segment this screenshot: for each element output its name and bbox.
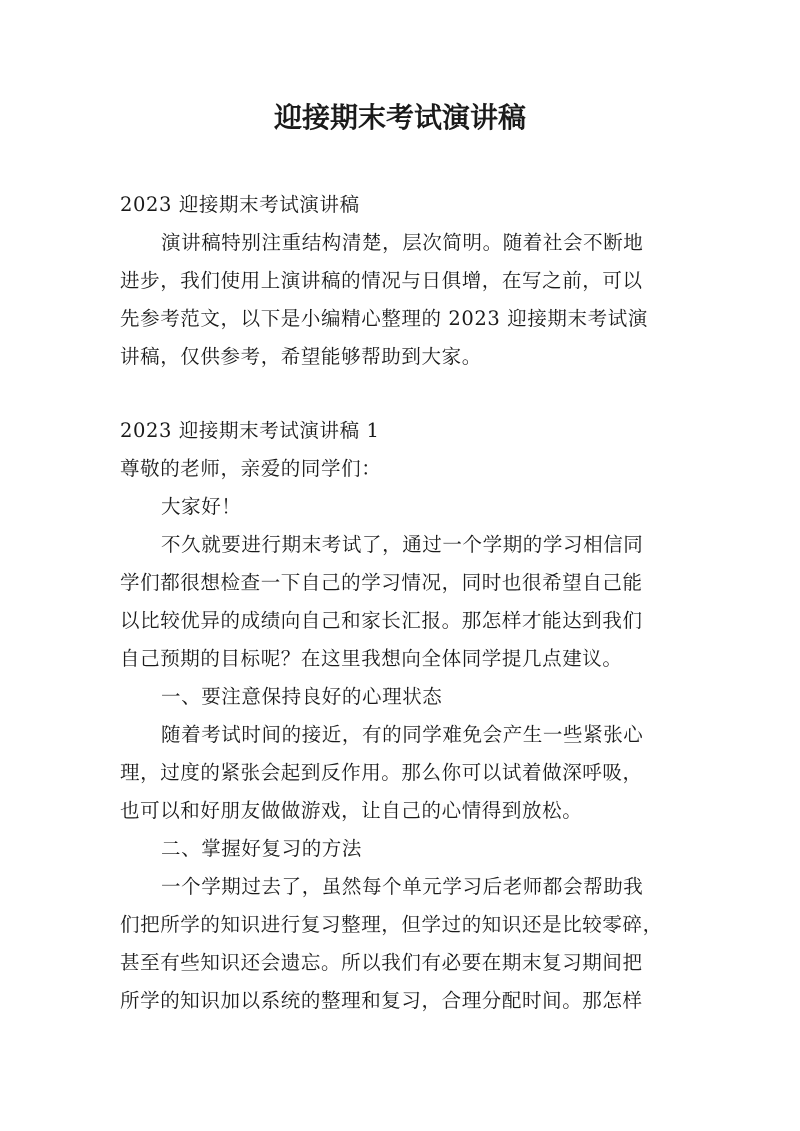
point-2-title: 二、掌握好复习的方法 <box>161 837 363 860</box>
paragraph-line: 一个学期过去了，虽然每个单元学习后老师都会帮助我 <box>161 875 644 898</box>
paragraph-line: 不久就要进行期末考试了，通过一个学期的学习相信同 <box>161 533 644 556</box>
paragraph-line: 学们都很想检查一下自己的学习情况，同时也很希望自己能 <box>120 571 643 594</box>
paragraph-line: 随着考试时间的接近，有的同学难免会产生一些紧张心 <box>161 723 644 746</box>
intro-line: 先参考范文，以下是小编精心整理的 2023 迎接期末考试演 <box>120 307 648 330</box>
point-1-title: 一、要注意保持良好的心理状态 <box>161 685 443 708</box>
speech-heading: 2023 迎接期末考试演讲稿 1 <box>120 419 380 442</box>
paragraph-line: 自己预期的目标呢？在这里我想向全体同学提几点建议。 <box>120 647 623 670</box>
section-spacer <box>120 376 700 412</box>
document-title: 迎接期末考试演讲稿 <box>273 101 526 134</box>
speech-salutation: 尊敬的老师，亲爱的同学们： <box>120 457 382 480</box>
intro-line: 讲稿，仅供参考，希望能够帮助到大家。 <box>120 345 482 368</box>
intro-heading: 2023 迎接期末考试演讲稿 <box>120 193 360 216</box>
document-body <box>120 186 700 1020</box>
paragraph-line: 们把所学的知识进行复习整理，但学过的知识还是比较零碎， <box>120 913 663 936</box>
intro-line: 演讲稿特别注重结构清楚，层次简明。随着社会不断地 <box>161 231 644 254</box>
paragraph-line: 所学的知识加以系统的整理和复习，合理分配时间。那怎样 <box>120 989 643 1012</box>
paragraph-line: 也可以和好朋友做做游戏，让自己的心情得到放松。 <box>120 799 583 822</box>
speech-greeting: 大家好！ <box>161 495 242 518</box>
paragraph-line: 以比较优异的成绩向自己和家长汇报。那怎样才能达到我们 <box>120 609 643 632</box>
paragraph-line: 甚至有些知识还会遗忘。所以我们有必要在期末复习期间把 <box>120 951 643 974</box>
paragraph-line: 理，过度的紧张会起到反作用。那么你可以试着做深呼吸， <box>120 761 643 784</box>
intro-line: 进步，我们使用上演讲稿的情况与日俱增，在写之前，可以 <box>120 269 643 292</box>
